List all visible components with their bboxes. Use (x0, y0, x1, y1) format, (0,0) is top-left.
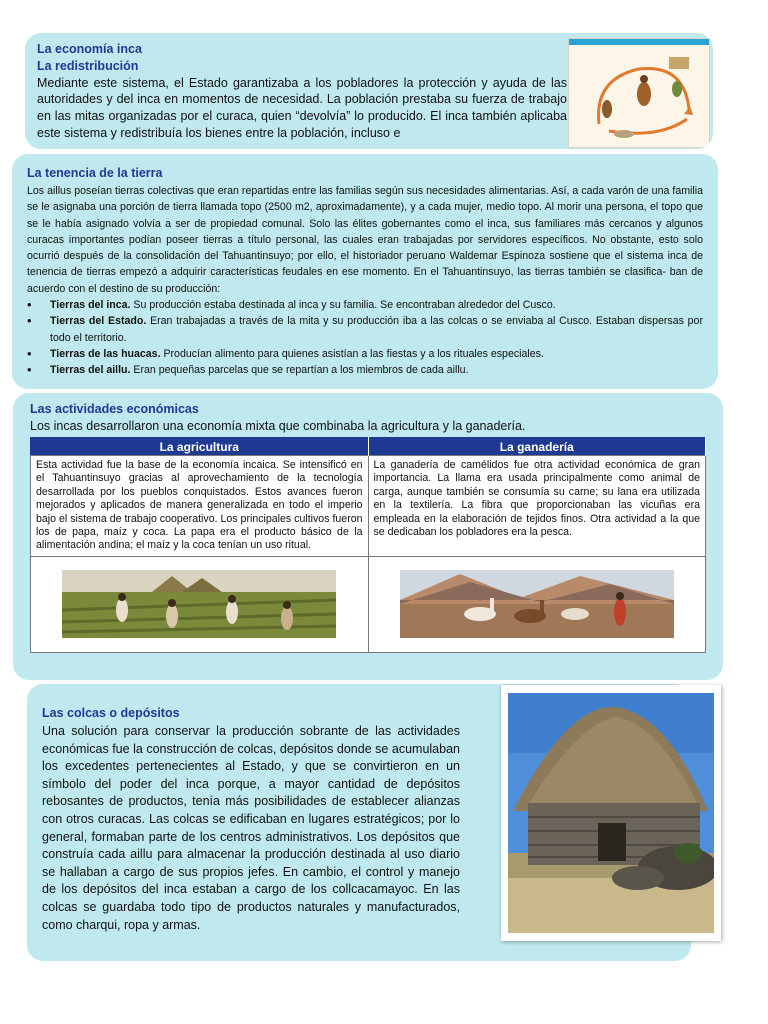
list-item (27, 297, 703, 313)
list-item-text: Eran trabajadas a través de la mita y su producción iba a las colcas o se enviaba al Cusco. Estaban dispersas por todo el territorio. (50, 315, 703, 344)
actividades-title: Las actividades económicas (30, 402, 199, 416)
list-item-term: Tierras de las huacas. (50, 347, 161, 360)
agricultura-text: Esta actividad fue la base de la economía incaica. Se intensificó en el Tahuantinsuyo gracias al aprovechamiento de la tecnología desarrollada por los pueblos conquistados. Estos avances fueron mejorados y aplicados de manera generalizada en todo el imperio bajo el sistema de trabajo cooperativo. Los principales cultivos fueron los de papa, maíz y coca. La papa era el producto básico de la alimentación andina; el maíz y la coca tenían un uso ritual. (31, 456, 369, 557)
ganaderia-header: La ganadería (368, 438, 706, 456)
redistribucion-diagram-image (568, 38, 710, 148)
section-actividades (13, 393, 723, 680)
redistribucion-heading: La redistribución (37, 58, 139, 73)
colca-photo (501, 685, 721, 941)
list-item-term: Tierras del Estado. (50, 315, 147, 328)
agricultura-header: La agricultura (31, 438, 369, 456)
list-item-text: Su producción estaba destinada al inca y su familia. Se encontraban alrededor del Cusco. (130, 299, 556, 312)
actividades-table (30, 437, 706, 653)
section-redistribucion (25, 33, 713, 149)
agricultura-illustration (62, 570, 336, 638)
ganaderia-illustration (400, 570, 674, 638)
list-item (27, 346, 703, 362)
redistribucion-body: Mediante este sistema, el Estado garantizaba a los pobladores la protección y ayuda de las autoridades y del inca en momentos de necesidad. La población prestaba su fuerza de trabajo en las mitas organizadas por el curaca, quien “devolvía” lo producido. El inca también aplicaba este sistema y redistribuía los bienes entre la población, incluso e (37, 75, 567, 140)
list-item (27, 313, 703, 346)
list-item-term: Tierras del aillu. (50, 364, 131, 377)
section-tenencia-tierra (12, 154, 718, 389)
tenencia-title: La tenencia de la tierra (27, 166, 163, 180)
tierras-list (27, 297, 703, 378)
economia-heading: La economía inca (37, 42, 142, 56)
tenencia-content (27, 183, 703, 379)
colcas-title: Las colcas o depósitos (42, 706, 180, 720)
list-item-text: Producían alimento para quienes asistían a las fiestas y a los rituales especiales. (160, 347, 544, 360)
agricultura-image-cell (31, 556, 369, 652)
ganaderia-text: La ganadería de camélidos fue otra actividad económica de gran importancia. La llama era usada principalmente como animal de carga, aunque también se consumía su carne; su lana era utilizada en la textilería. La fibra que proporcionaban las vicuñas era empleada en la elaboración de tejidos finos. Otra actividad a la que se dedicaban los pobladores era la pesca. (368, 456, 706, 557)
list-item-term: Tierras del inca. (50, 299, 131, 312)
list-item (27, 362, 703, 378)
redistribucion-text (37, 41, 567, 142)
ganaderia-image-cell (368, 556, 706, 652)
list-item-text: Eran pequeñas parcelas que se repartían a los miembros de cada aillu. (130, 364, 469, 377)
actividades-intro: Los incas desarrollaron una economía mixta que combinaba la agricultura y la ganadería. (30, 419, 526, 433)
tenencia-body: Los aillus poseían tierras colectivas que eran repartidas entre las familias según sus necesidades alimentarias. Así, a cada varón de una familia se le asignaba una porción de tierra llamada topo (2500 m2, aproximadamente), y a cada mujer, medio topo. Al morir una persona, el topo que se le había asignado volvía a ser de propiedad comunal. Solo las élites gobernantes como el inca, sus familiares más cercanos y algunos curacas importantes podían poseer tierras a título personal, las cuales eran trabajadas por servidores específicos. No obstante, esto solo ocurrió después de la consolidación del Tahuantinsuyo; por ello, el historiador peruano Waldemar Espinoza sostiene que el sistema inca de tenencia de tierras empezó a adquirir características feudales en ese momento. En el Tahuantinsuyo, las tierras también se clasifica- ban de acuerdo con el destino de su producción: (27, 185, 703, 295)
colcas-body: Una solución para conservar la producción sobrante de las actividades económicas fue la construcción de colcas, depósitos donde se acumulaban los excedentes pertenecientes al Estado, y que se convirtieron en un símbolo del poder del inca porque, a mayor cantidad de depósitos rebosantes de productos, tenía más posibilidades de establecer alianzas con otros curacas. Las colcas se edificaban en lugares estratégicos; por lo general, formaban parte de los centros administrativos. Los depósitos que construía cada aillu para almacenar la producción destinada al uso diario se hallaban a cargo de sus propios jefes. En cambio, el control y manejo de los depósitos del inca estaban a cargo de los collcacamayoc. En las colcas se guardaba todo tipo de productos naturales y manufacturados, como charqui, ropa y armas. (42, 724, 460, 932)
